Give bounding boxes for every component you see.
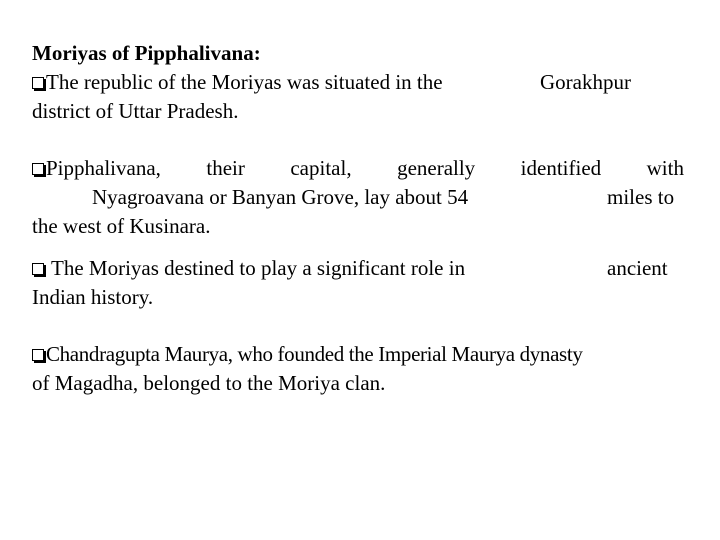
bullet-1-line-1 [32,68,443,97]
bullet-1-line-2: district of Uttar Pradesh. [32,99,239,123]
bullet-4-text-a: Chandragupta Maurya, who founded the Imperial Maurya dynasty [46,342,583,366]
bullet-2-line-2: Nyagroavana or Banyan Grove, lay about 54 [92,185,469,209]
square-bullet-icon [32,349,44,361]
slide-title: Moriyas of Pipphalivana: [32,41,261,65]
square-bullet-icon [32,77,44,89]
bullet-1-line-1-tail: Gorakhpur [540,70,631,94]
square-bullet-icon [32,163,44,175]
bullet-2-line-2-tail: miles to [607,185,675,209]
bullet-3-text-a: The Moriyas destined to play a significant role in [51,256,466,280]
bullet-3-line-2: Indian history. [32,285,154,309]
square-bullet-icon [32,263,44,275]
bullet-2-word-3: capital, [290,156,352,180]
bullet-2-line-3: the west of Kusinara. [32,214,211,238]
bullet-2-word-5: identified [520,156,602,180]
bullet-2-word-2: their [206,156,245,180]
bullet-2-word-4: generally [397,156,476,180]
bullet-2-word-6: with [646,156,684,180]
bullet-4-line-1 [32,340,583,369]
bullet-2-line-1 [32,154,684,183]
bullet-2-word-1: Pipphalivana, [32,154,161,183]
bullet-3-line-1 [32,254,465,283]
bullet-3-line-1-tail: ancient [607,256,668,280]
bullet-4-line-2: of Magadha, belonged to the Moriya clan. [32,371,386,395]
bullet-1-text-a: The republic of the Moriyas was situated in the [46,70,443,94]
